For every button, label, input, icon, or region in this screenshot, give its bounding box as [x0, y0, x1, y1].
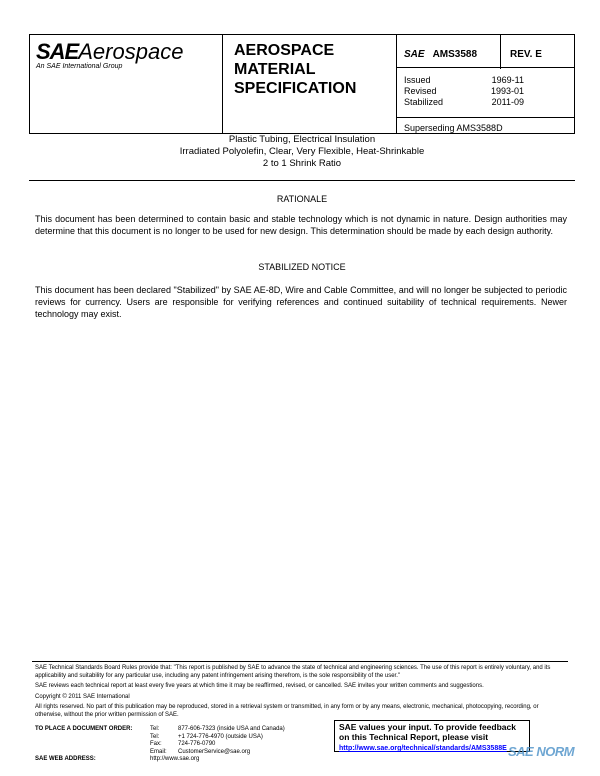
subject-block [29, 134, 575, 170]
logo-aerospace: Aerospace [78, 39, 184, 64]
sae-aerospace-logo [36, 39, 183, 70]
date-value: 2011-09 [491, 97, 524, 107]
date-row [404, 86, 524, 97]
doc-brand: SAE [404, 49, 425, 60]
contact-value: 877-606-7323 (inside USA and Canada) [178, 726, 285, 732]
subject-line: Irradiated Polyolefin, Clear, Very Flexible, Heat-Shrinkable [179, 146, 425, 157]
date-row [404, 75, 524, 86]
title-line: AEROSPACE [234, 42, 335, 59]
subject-line: 2 to 1 Shrink Ratio [262, 158, 342, 169]
title-line: MATERIAL [234, 61, 316, 78]
watermark-logo: SAE NORM [508, 744, 575, 759]
contact-type: Tel: [150, 733, 160, 740]
subject-line: Plastic Tubing, Electrical Insulation [228, 134, 376, 145]
date-value: 1993-01 [490, 86, 524, 96]
web-link[interactable]: http://www.sae.org [150, 756, 200, 762]
footer-rules: SAE Technical Standards Board Rules provide that: "This report is published by SAE to advance the state of technical and engineering sciences. The use of this report is entirely voluntary, and its applicability and suitability for any particular use, including any patent infringement arising therefrom, is the sole responsibility of the user." [35, 665, 551, 679]
divider [396, 67, 574, 68]
contact-type: Tel: [150, 726, 160, 732]
revision: REV. E [510, 49, 542, 60]
stabilized-text: This document has been declared "Stabilized" by SAE AE-8D, Wire and Cable Committee, and will no longer be subjected to periodic reviews for currency. Users are responsible for verifying references and continued suitability of technical requirements. Newer technology may exist. [35, 285, 567, 319]
stabilized-heading: STABILIZED NOTICE [258, 262, 346, 272]
order-contacts [35, 726, 285, 764]
title-line: SPECIFICATION [234, 80, 357, 97]
contact-type: Fax: [150, 741, 162, 747]
date-label: Stabilized [404, 97, 444, 107]
date-row [404, 97, 524, 108]
date-value: 1969-11 [491, 75, 524, 85]
feedback-line: on this Technical Report, please visit [339, 732, 489, 742]
logo-subtitle: An SAE International Group [36, 63, 123, 70]
contact-type: Email: [150, 748, 167, 755]
feedback-line: SAE values your input. To provide feedback [339, 722, 516, 732]
feedback-link[interactable]: http://www.sae.org/technical/standards/AMS3588E [339, 745, 507, 752]
spec-title [234, 41, 356, 98]
dates-block [404, 75, 524, 108]
contact-email[interactable]: CustomerService@sae.org [178, 748, 251, 755]
header-box [29, 34, 575, 134]
web-label: SAE WEB ADDRESS: [35, 756, 96, 762]
rationale-text: This document has been determined to contain basic and stable technology which is not dynamic in nature. Design authorities may determine that this document is no longer to be used for new design. This determination should be made by each design authority. [35, 214, 567, 236]
doc-number [404, 49, 477, 60]
date-label: Revised [404, 86, 437, 96]
contact-value: 724-776-0790 [178, 741, 216, 747]
logo-sae: SAE [36, 39, 79, 64]
superseding: Superseding AMS3588D [404, 123, 503, 133]
doc-number-text: AMS3588 [432, 49, 478, 60]
section-divider [29, 180, 575, 181]
order-label: TO PLACE A DOCUMENT ORDER: [35, 726, 133, 732]
footer-copyright: Copyright © 2011 SAE International [35, 694, 130, 700]
contact-value: +1 724-776-4970 (outside USA) [178, 733, 263, 740]
footer-divider [32, 661, 568, 662]
divider [500, 35, 501, 69]
rationale-heading: RATIONALE [276, 194, 328, 204]
date-label: Issued [404, 75, 431, 85]
divider [396, 117, 574, 118]
footer-rights: All rights reserved. No part of this publication may be reproduced, stored in a retrieval system or transmitted, in any form or by any means, electronic, mechanical, photocopying, recording, or otherwise, without the prior written permission of SAE. [35, 704, 539, 718]
feedback-box [334, 720, 530, 752]
divider [222, 35, 223, 133]
divider [396, 35, 397, 133]
footer-review: SAE reviews each technical report at least every five years at which time it may be reaffirmed, revised, or cancelled. SAE invites your written comments and suggestions. [35, 683, 484, 689]
